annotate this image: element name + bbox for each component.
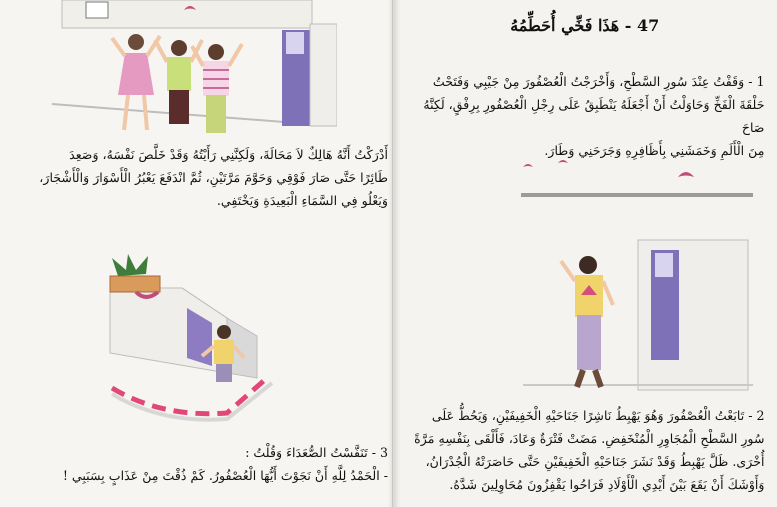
boy-near-wall-illustration: [92, 248, 302, 423]
section-2-line-3: أُخْرَى. ظَلَّ يَهْبِطُ وَقَدْ نَشَرَ جَنَاحَيْهِ الْخَفِيفَيْنِ حَتَّى حَاصَرَتْهُ الْجُدْرَانُ،: [425, 454, 765, 469]
section-1-line-1: 1 - وَقَفْتُ عِنْدَ سُورِ السَّطْحِ، وَأَخْرَجْتُ الْعُصْفُورَ مِنْ جَيْبِي وَفَتَحْتُ: [432, 74, 765, 89]
section-3-line: - الْحَمْدُ لِلَّهِ أَنْ نَجَوْتَ أَيُّهَا الْعُصْفُورُ. كَمْ ذُقْتَ مِنْ عَذَابٍ بِسَبَبِي !: [62, 468, 388, 483]
boy-looking-up-illustration: [503, 145, 768, 400]
left-paragraph-line-3: وَيَعْلُو فِي السَّمَاءِ الْبَعِيدَةِ وَيَخْتَفِي.: [216, 193, 388, 208]
section-2: [407, 404, 765, 496]
chapter-title: 47 - هَذَا فَخِّي أُحَطِّمُهُ: [510, 16, 660, 35]
section-2-line-2: سُورِ السَّطْحِ الْمُجَاوِرِ الْمُنْخَفِضِ. مَضَتْ فَتْرَةٌ وَعَادَ، فَأَلْقَى بِنَفْسِهِ مَرَّةً: [414, 431, 765, 446]
left-paragraph: [8, 143, 388, 212]
right-page: [392, 0, 777, 507]
section-2-line-1: 2 - تَابَعْتُ الْعُصْفُورَ وَهُوَ يَهْبِطُ نَاشِرًا جَنَاحَيْهِ الْخَفِيفَيْنِ، وَيَحُطُّ عَلَى: [431, 408, 765, 423]
section-1-line-3: مِنَ الْأَلَمِ وَخَمَشَنِي بِأَظَافِرِهِ وَجَرَحَنِي وَطَارَ.: [544, 143, 765, 158]
section-3: [8, 441, 388, 487]
left-paragraph-line-2: طَائِرًا حَتَّى صَارَ فَوْقِي وَحَوَّمَ مَرَّتَيْنِ، ثُمَّ انْدَفَعَ يَعْبُرُ الْأَسْوَارَ وَالْأَشْجَارَ،: [39, 170, 388, 185]
left-paragraph-line-1: أَدْرَكْتُ أَنَّهُ هَالِكٌ لاَ مَحَالَةَ، وَلَكِنَّنِي رَأَيْتُهُ وَقَدْ خَلَّصَ نَفْسَهُ، وَصَعِدَ: [69, 147, 388, 162]
children-on-roof-illustration: [52, 0, 337, 140]
section-3-heading: 3 - تَنَفَّسْتُ الصُّعَدَاءَ وَقُلْتُ :: [245, 445, 388, 460]
section-1-line-2: حَلْقَةَ الْفَخِّ وَحَاوَلْتُ أَنْ أَجْعَلَهُ يَنْطَبِقُ عَلَى رِجْلِ الْعُصْفُورِ بِرِفْقٍ، لَكِنَّهُ صَاحَ: [423, 97, 765, 135]
section-2-line-4: وَأَوْشَكَ أَنْ يَقَعَ بَيْنَ أَيْدِي الْأَوْلَادِ فَرَاحُوا يَقْفِزُونَ مُحَاوِلِينَ شَدَّهُ.: [449, 477, 765, 492]
